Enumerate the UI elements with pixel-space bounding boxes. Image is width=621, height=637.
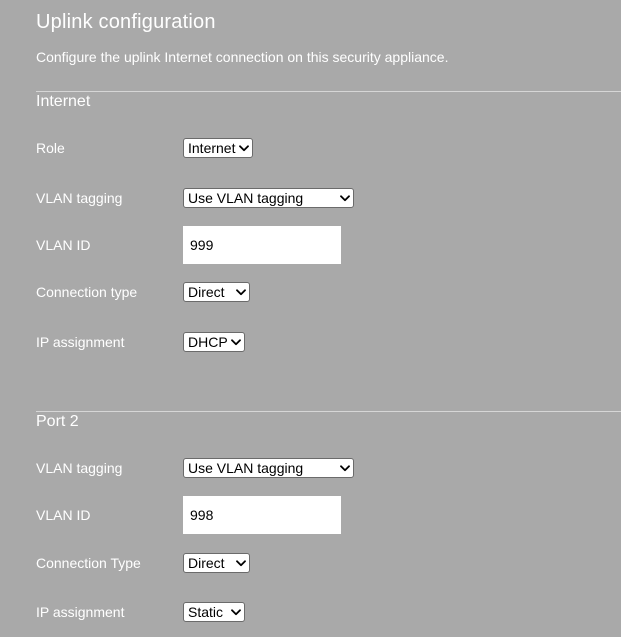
connection-type-select-value: Direct <box>188 284 225 300</box>
port2-ip-assignment-label: IP assignment <box>36 604 125 620</box>
section-divider <box>36 91 621 92</box>
port2-connection-type-select-value: Direct <box>188 555 225 571</box>
chevron-down-icon <box>337 459 353 477</box>
connection-type-select[interactable] <box>183 282 250 302</box>
ip-assignment-select-value: DHCP <box>188 334 228 350</box>
port2-vlan-tagging-select-value: Use VLAN tagging <box>188 460 304 476</box>
ip-assignment-label: IP assignment <box>36 334 125 350</box>
vlan-tagging-select[interactable] <box>183 188 354 208</box>
chevron-down-icon <box>236 139 252 157</box>
port2-vlan-id-label: VLAN ID <box>36 507 91 523</box>
chevron-down-icon <box>228 603 244 621</box>
vlan-tagging-select-value: Use VLAN tagging <box>188 190 304 206</box>
role-label: Role <box>36 140 65 156</box>
section-title-internet: Internet <box>36 93 91 110</box>
role-select[interactable] <box>183 138 253 158</box>
connection-type-label: Connection type <box>36 284 138 300</box>
page-title: Uplink configuration <box>36 11 216 33</box>
port2-connection-type-label: Connection Type <box>36 555 141 571</box>
role-select-value: Internet <box>188 140 236 156</box>
section-title-port-2: Port 2 <box>36 413 79 430</box>
ip-assignment-select[interactable] <box>183 332 245 352</box>
page-description: Configure the uplink Internet connection on this security appliance. <box>36 49 449 65</box>
port2-connection-type-select[interactable] <box>183 553 250 573</box>
chevron-down-icon <box>233 283 249 301</box>
port2-vlan-tagging-select[interactable] <box>183 458 354 478</box>
port2-ip-assignment-select[interactable] <box>183 602 245 622</box>
vlan-id-input[interactable]: 999 <box>183 226 341 264</box>
vlan-tagging-label: VLAN tagging <box>36 190 123 206</box>
port2-ip-assignment-select-value: Static <box>188 604 224 620</box>
vlan-id-label: VLAN ID <box>36 237 91 253</box>
port2-vlan-tagging-label: VLAN tagging <box>36 460 123 476</box>
port2-vlan-id-input[interactable]: 998 <box>183 496 341 534</box>
chevron-down-icon <box>337 189 353 207</box>
section-divider <box>36 411 621 412</box>
chevron-down-icon <box>228 333 244 351</box>
chevron-down-icon <box>233 554 249 572</box>
